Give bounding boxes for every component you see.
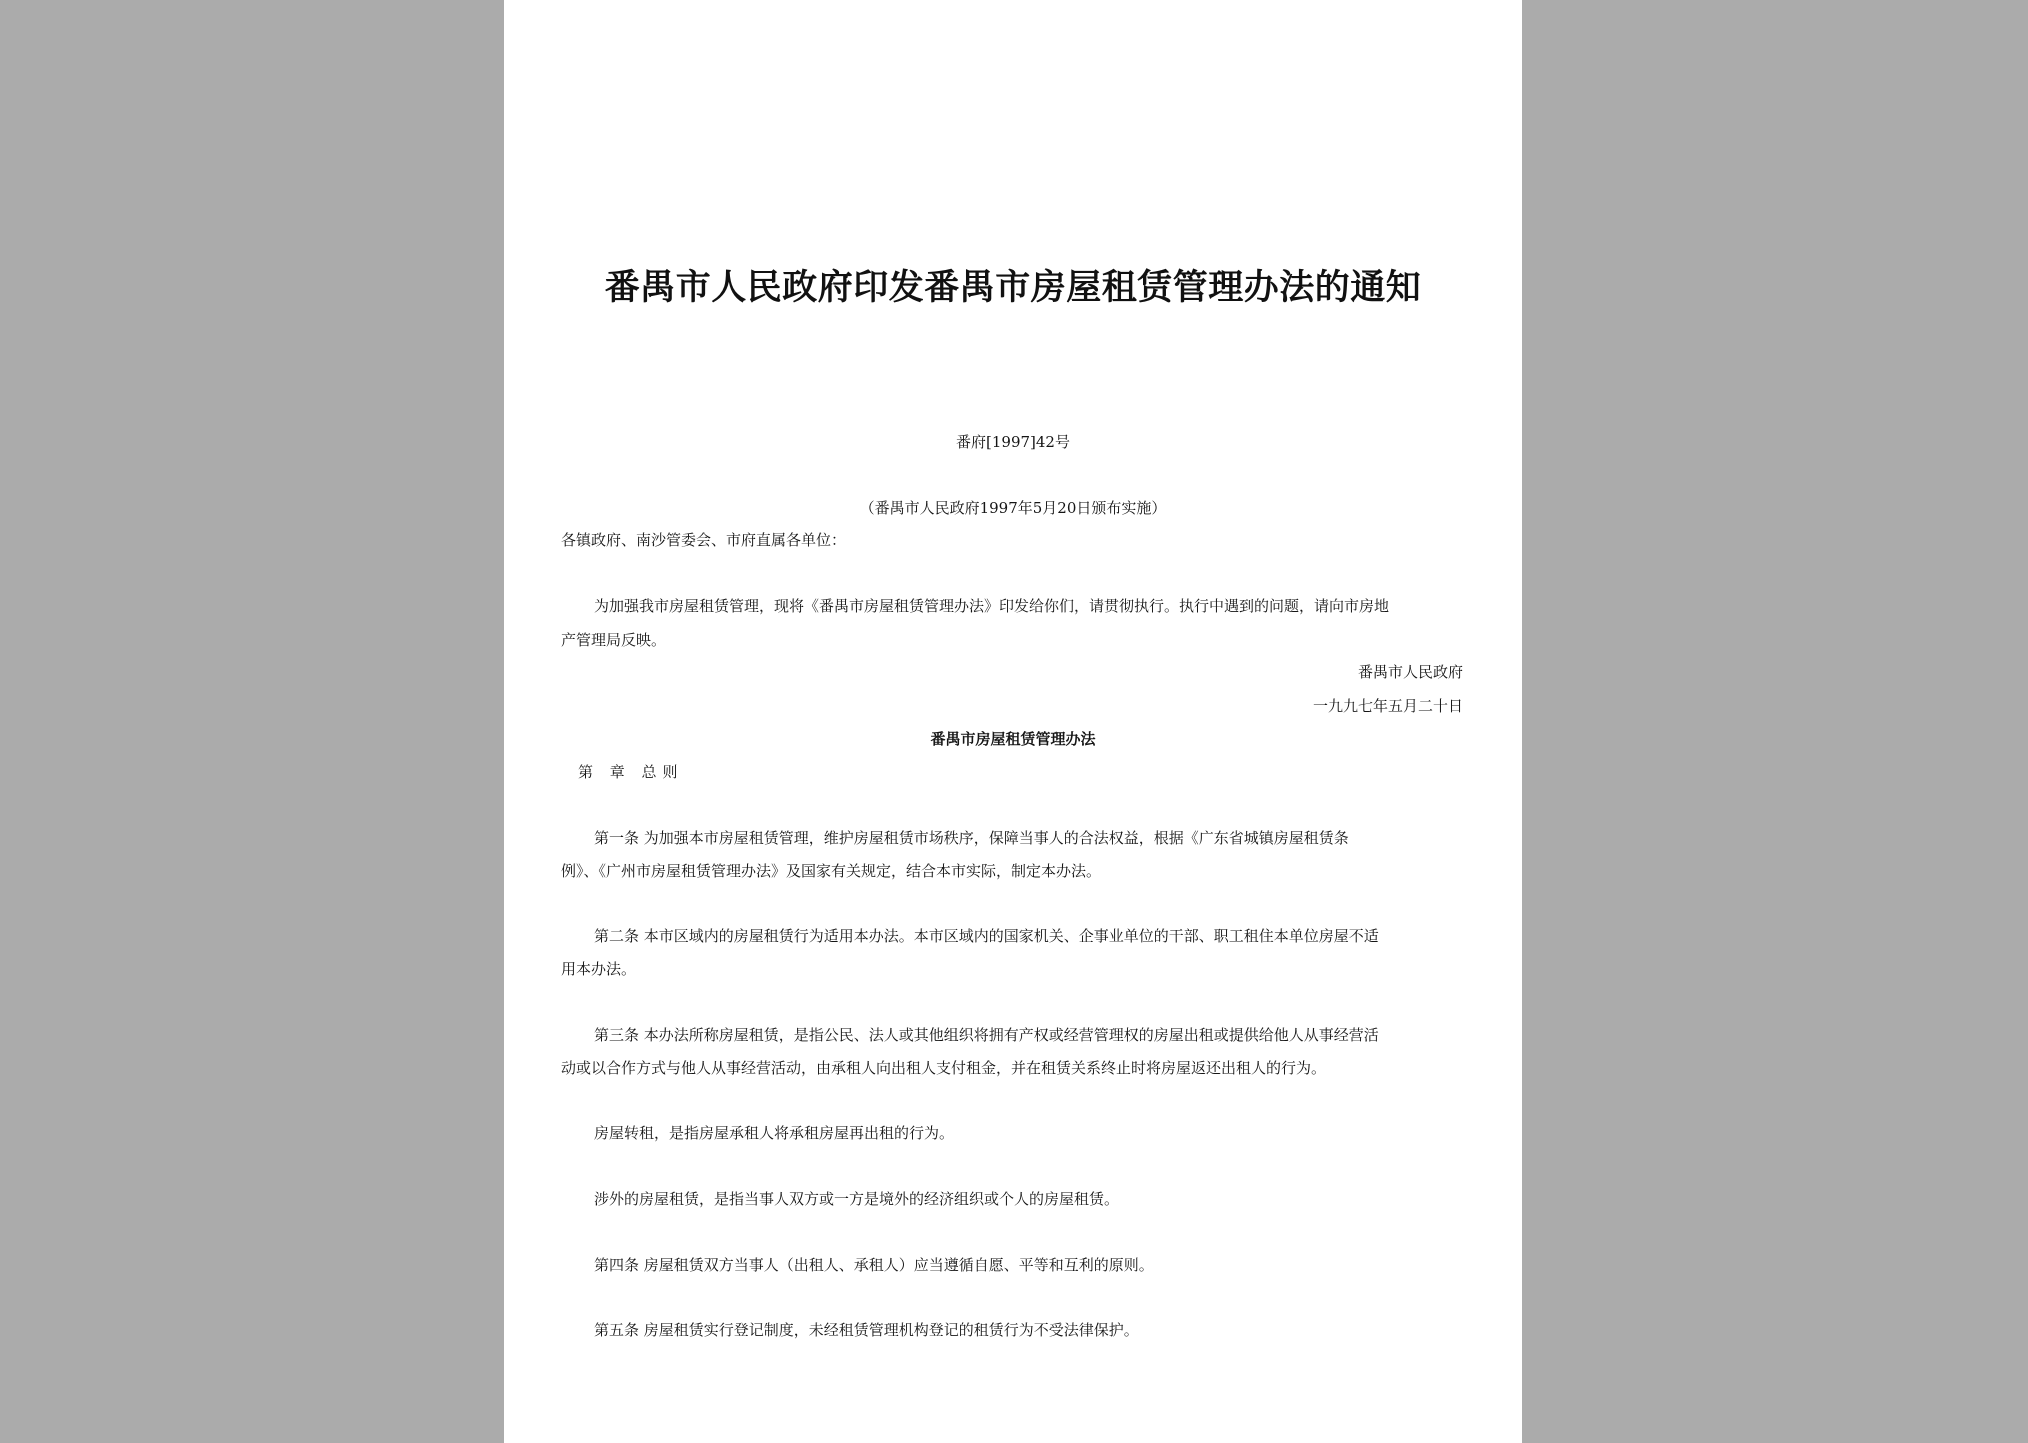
chapter-heading: 第 章 总则: [578, 763, 684, 781]
salutation: 各镇政府、南沙管委会、市府直属各单位：: [561, 531, 847, 549]
article-4: 第四条 房屋租赁双方当事人（出租人、承租人）应当遵循自愿、平等和互利的原则。: [594, 1256, 1154, 1274]
article-1-line-2: 例》、《广州市房屋租赁管理办法》及国家有关规定，结合本市实际，制定本办法。: [561, 862, 1102, 880]
issue-note: （番禺市人民政府1997年5月20日颁布实施）: [859, 499, 1167, 517]
document-number: 番府[1997]42号: [956, 433, 1070, 451]
article-3-line-1: 第三条 本办法所称房屋租赁，是指公民、法人或其他组织将拥有产权或经营管理权的房屋出租或提供给他人从事经营活: [594, 1026, 1379, 1044]
intro-paragraph-line-1: 为加强我市房屋租赁管理，现将《番禺市房屋租赁管理办法》印发给你们，请贯彻执行。执行中遇到的问题，请向市房地: [594, 597, 1390, 615]
document-title: 番禺市人民政府印发番禺市房屋租赁管理办法的通知: [604, 267, 1422, 308]
document-page: [504, 0, 1522, 1443]
article-2-line-2: 用本办法。: [561, 960, 637, 978]
sublet-definition: 房屋转租，是指房屋承租人将承租房屋再出租的行为。: [594, 1124, 955, 1142]
signature-organization: 番禺市人民政府: [1357, 663, 1463, 681]
article-1-line-1: 第一条 为加强本市房屋租赁管理，维护房屋租赁市场秩序，保障当事人的合法权益，根据《广东省城镇房屋租赁条: [594, 829, 1349, 847]
article-2-line-1: 第二条 本市区域内的房屋租赁行为适用本办法。本市区域内的国家机关、企事业单位的干部、职工租住本单位房屋不适: [594, 927, 1379, 945]
article-3-line-2: 动或以合作方式与他人从事经营活动，由承租人向出租人支付租金，并在租赁关系终止时将房屋返还出租人的行为。: [561, 1059, 1327, 1077]
signature-date: 一九九七年五月二十日: [1312, 697, 1463, 715]
article-5: 第五条 房屋租赁实行登记制度，未经租赁管理机构登记的租赁行为不受法律保护。: [594, 1321, 1139, 1339]
intro-paragraph-line-2: 产管理局反映。: [561, 631, 667, 649]
measure-title: 番禺市房屋租赁管理办法: [930, 730, 1096, 748]
foreign-lease-definition: 涉外的房屋租赁，是指当事人双方或一方是境外的经济组织或个人的房屋租赁。: [594, 1190, 1120, 1208]
